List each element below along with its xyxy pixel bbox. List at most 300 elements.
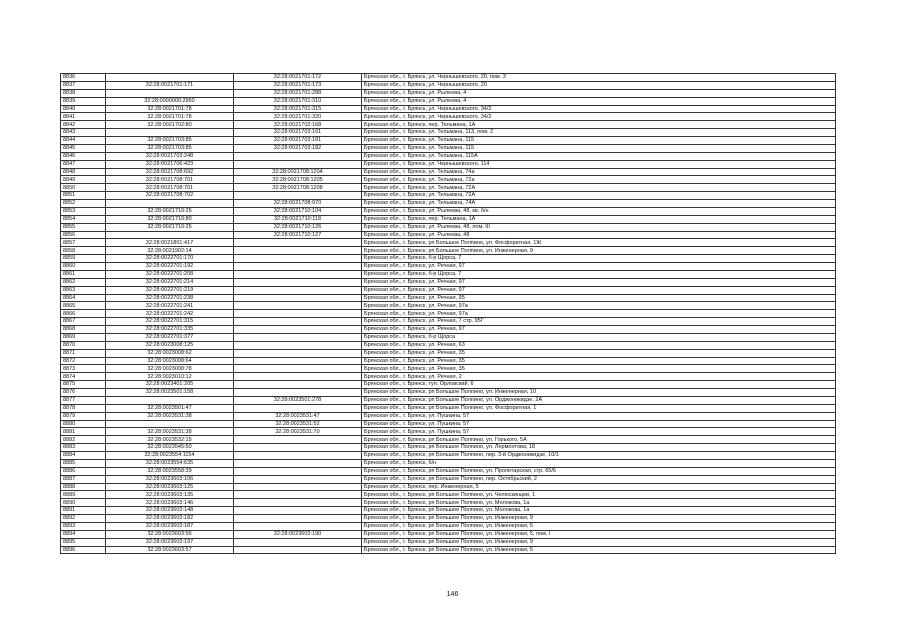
linked-cadastral-number-cell [234,326,362,334]
linked-cadastral-number-cell [234,239,362,247]
cadastral-number-cell: 32:28:0021703:85 [106,144,234,152]
address-cell: Брянская обл., г. Брянск, ул. Речная, 97 [362,278,836,286]
table-row [61,144,836,152]
table-row [61,381,836,389]
cadastral-number-cell: 32:28:0023008:125 [106,341,234,349]
linked-cadastral-number-cell [234,255,362,263]
cadastral-number-cell: 32:28:0021708:702 [106,192,234,200]
cadastral-number-cell: 32:28:0021706:423 [106,160,234,168]
cadastral-number-cell: 32:28:0021710:26 [106,207,234,215]
cadastral-number-cell: 32:28:0022701:242 [106,310,234,318]
cadastral-number-cell: 32:28:0021708:701 [106,184,234,192]
address-cell: Брянская обл., г. Брянск, ул. Чернышевского, 20, пом. 3 [362,74,836,82]
table-row [61,152,836,160]
table-row [61,215,836,223]
linked-cadastral-number-cell [234,538,362,546]
cadastral-number-cell: 32:28:0021703:85 [106,137,234,145]
cadastral-number-cell: 32:28:0023603:146 [106,499,234,507]
row-number-cell: 8892 [61,515,106,523]
table-row [61,247,836,255]
row-number-cell: 8882 [61,436,106,444]
address-cell: Брянская обл., г. Брянск, пер. Тельмана, 1А [362,215,836,223]
table-row [61,475,836,483]
table-row [61,176,836,184]
row-number-cell: 8863 [61,286,106,294]
address-cell: Брянская обл., г. Брянск, туп. Орловский, 6 [362,381,836,389]
linked-cadastral-number-cell: 32:28:0023531:52 [234,420,362,428]
table-row [61,286,836,294]
linked-cadastral-number-cell [234,381,362,389]
linked-cadastral-number-cell [234,310,362,318]
cadastral-number-cell: 32:28:0021701:78 [106,113,234,121]
cadastral-number-cell: 32:28:0023531:38 [106,428,234,436]
table-row [61,467,836,475]
row-number-cell: 8891 [61,507,106,515]
cadastral-number-cell: 32:28:0023554:1154 [106,452,234,460]
row-number-cell: 8874 [61,373,106,381]
linked-cadastral-number-cell [234,247,362,255]
table-row [61,357,836,365]
row-number-cell: 8893 [61,522,106,530]
linked-cadastral-number-cell [234,444,362,452]
address-cell: Брянская обл., г. Брянск, ул. Чернышевского, 114 [362,160,836,168]
row-number-cell: 8852 [61,200,106,208]
row-number-cell: 8842 [61,121,106,129]
linked-cadastral-number-cell [234,491,362,499]
row-number-cell: 8855 [61,223,106,231]
address-cell: Брянская обл., г. Брянск, ул. Пушкина, 57 [362,412,836,420]
cadastral-number-cell: 32:28:0023603:135 [106,491,234,499]
cadastral-number-cell: 32:28:0023603:125 [106,483,234,491]
table-row [61,428,836,436]
row-number-cell: 8841 [61,113,106,121]
cadastral-number-cell: 32:28:0023501:158 [106,389,234,397]
address-cell: Брянская обл., г. Брянск, ул. Речная, 63 [362,341,836,349]
row-number-cell: 8860 [61,263,106,271]
row-number-cell: 8837 [61,81,106,89]
table-row [61,160,836,168]
cadastral-number-cell: 32:28:0021902:14 [106,247,234,255]
linked-cadastral-number-cell [234,459,362,467]
address-cell: Брянская обл., г. Брянск, пер. Инженерная, 5 [362,483,836,491]
address-cell: Брянская обл., г. Брянск, ул. Рылеева, 48, кв. б/н [362,207,836,215]
table-row [61,310,836,318]
cadastral-number-cell: 32:28:0021702:80 [106,121,234,129]
table-row [61,365,836,373]
table-row [61,499,836,507]
row-number-cell: 8846 [61,152,106,160]
linked-cadastral-number-cell [234,318,362,326]
row-number-cell: 8884 [61,452,106,460]
linked-cadastral-number-cell: 32:28:0021710:126 [234,223,362,231]
table-row [61,389,836,397]
table-row [61,420,836,428]
cadastral-number-cell: 32:28:0021801:417 [106,239,234,247]
address-cell: Брянская обл., г. Брянск, ул. Пушкина, 57 [362,428,836,436]
table-row [61,522,836,530]
table-row [61,137,836,145]
row-number-cell: 8868 [61,326,106,334]
row-number-cell: 8867 [61,318,106,326]
table-row [61,515,836,523]
address-cell: Брянская обл., г. Брянск, ул. Речная, 35 [362,357,836,365]
linked-cadastral-number-cell [234,365,362,373]
cadastral-number-cell [106,200,234,208]
linked-cadastral-number-cell [234,546,362,554]
table-row [61,412,836,420]
cadastral-number-cell: 32:28:0022701:192 [106,263,234,271]
cadastral-number-cell: 32:28:0023008:78 [106,365,234,373]
address-cell: Брянская обл., г. Брянск, ул. Речная, 95 [362,294,836,302]
row-number-cell: 8880 [61,420,106,428]
cadastral-number-cell: 32:28:0022701:214 [106,278,234,286]
table-row [61,333,836,341]
row-number-cell: 8866 [61,310,106,318]
cadastral-number-cell: 32:28:0023010:12 [106,373,234,381]
linked-cadastral-number-cell [234,522,362,530]
address-cell: Брянская обл., г. Брянск, рп Большое Полпино, ул. Лермонтова, 18 [362,444,836,452]
row-number-cell: 8844 [61,137,106,145]
linked-cadastral-number-cell [234,389,362,397]
table-row [61,113,836,121]
address-cell: Брянская обл., г. Брянск, ул. Речная, 35 [362,365,836,373]
address-cell: Брянская обл., г. Брянск, рп Большое Полпино, ул. Инженерная, 9 [362,538,836,546]
table-row [61,255,836,263]
row-number-cell: 8859 [61,255,106,263]
address-cell: Брянская обл., г. Брянск, ул. Тельмана, 115 [362,144,836,152]
table-row [61,74,836,82]
cadastral-number-cell: 32:28:0022701:315 [106,318,234,326]
cadastral-number-cell [106,89,234,97]
table-row [61,538,836,546]
linked-cadastral-number-cell: 32:28:0021701:320 [234,113,362,121]
table-row [61,530,836,538]
cadastral-number-cell: 32:28:0023603:187 [106,522,234,530]
cadastral-number-cell: 32:28:0021701:78 [106,105,234,113]
table-row [61,270,836,278]
address-cell: Брянская обл., г. Брянск, ул. Чернышевского, 34/2 [362,105,836,113]
cadastral-number-cell: 32:28:0021708:701 [106,176,234,184]
table-row [61,97,836,105]
row-number-cell: 8885 [61,459,106,467]
table-row [61,223,836,231]
row-number-cell: 8838 [61,89,106,97]
row-number-cell: 8894 [61,530,106,538]
table-row [61,404,836,412]
address-cell: Брянская обл., г. Брянск, ул. Речная, 35 [362,349,836,357]
address-cell: Брянская обл., г. Брянск, рп Большое Полпино, ул. Горького, 5А [362,436,836,444]
row-number-cell: 8853 [61,207,106,215]
address-cell: Брянская обл., г. Брянск, рп Большое Полпино, ул. Фосфоритная, 1 [362,404,836,412]
linked-cadastral-number-cell: 32:28:0021708:1208 [234,184,362,192]
cadastral-number-cell: 32:28:0022701:241 [106,302,234,310]
address-cell: Брянская обл., г. Брянск, б-р Щорса, 7 [362,270,836,278]
cadastral-number-cell: 32:28:0023401:205 [106,381,234,389]
linked-cadastral-number-cell [234,152,362,160]
row-number-cell: 8887 [61,475,106,483]
table-row [61,436,836,444]
linked-cadastral-number-cell: 32:28:0021703:182 [234,144,362,152]
linked-cadastral-number-cell [234,294,362,302]
cadastral-number-cell: 32:28:0023545:50 [106,444,234,452]
linked-cadastral-number-cell [234,515,362,523]
linked-cadastral-number-cell [234,270,362,278]
row-number-cell: 8890 [61,499,106,507]
address-cell: Брянская обл., г. Брянск, рп Большое Полпино, ул. Молокова, 1а [362,499,836,507]
table-row [61,294,836,302]
linked-cadastral-number-cell [234,263,362,271]
row-number-cell: 8845 [61,144,106,152]
linked-cadastral-number-cell [234,333,362,341]
row-number-cell: 8843 [61,129,106,137]
table-row [61,207,836,215]
cadastral-number-cell [106,396,234,404]
table-row [61,105,836,113]
row-number-cell: 8877 [61,396,106,404]
cadastral-number-cell: 32:28:0023603:57 [106,546,234,554]
row-number-cell: 8840 [61,105,106,113]
address-cell: Брянская обл., г. Брянск, рп Большое Полпино, ул. Инженерная, 9 [362,515,836,523]
table-row [61,444,836,452]
address-cell: Брянская обл., г. Брянск, ул. Речная, 97 [362,263,836,271]
cadastral-number-cell: 32:28:0023008:64 [106,357,234,365]
linked-cadastral-number-cell: 32:28:0021708:1205 [234,176,362,184]
cadastral-number-cell [106,129,234,137]
address-cell: Брянская обл., г. Брянск, ул. Речная, 7 стр. 95Г [362,318,836,326]
address-cell: Брянская обл., г. Брянск, ул. Рылеева, 48 [362,231,836,239]
row-number-cell: 8876 [61,389,106,397]
address-cell: Брянская обл., г. Брянск, б/н [362,459,836,467]
table-row [61,129,836,137]
row-number-cell: 8871 [61,349,106,357]
linked-cadastral-number-cell: 32:28:0021710:127 [234,231,362,239]
table-row [61,239,836,247]
address-cell: Брянская обл., г. Брянск, рп Большое Полпино, ул. Инженерная, 9 [362,247,836,255]
linked-cadastral-number-cell [234,302,362,310]
table-row [61,302,836,310]
cadastral-number-cell: 32:28:0023603:106 [106,475,234,483]
linked-cadastral-number-cell: 32:28:0023501:278 [234,396,362,404]
cadastral-number-cell: 32:28:0021703:248 [106,152,234,160]
row-number-cell: 8862 [61,278,106,286]
table-row [61,168,836,176]
cadastral-number-cell: 32:28:0023008:62 [106,349,234,357]
row-number-cell: 8869 [61,333,106,341]
address-cell: Брянская обл., г. Брянск, ул. Рылеева, 4 [362,97,836,105]
table-row [61,396,836,404]
cadastral-number-cell: 32:28:0023531:38 [106,412,234,420]
cadastral-number-cell: 32:28:0023603:148 [106,507,234,515]
address-cell: Брянская обл., г. Брянск, ул. Тельмана, 115А [362,152,836,160]
address-cell: Брянская обл., г. Брянск, ул. Чернышевского, 20 [362,81,836,89]
table-row [61,326,836,334]
address-cell: Брянская обл., г. Брянск, рп Большое Полпино, ул. Инженерная, 5 [362,522,836,530]
linked-cadastral-number-cell [234,467,362,475]
cadastral-number-cell: 32:28:0000000:2960 [106,97,234,105]
linked-cadastral-number-cell [234,373,362,381]
cadastral-number-cell: 32:28:0021708:692 [106,168,234,176]
address-cell: Брянская обл., г. Брянск, ул. Тельмана, 74А [362,200,836,208]
table-row [61,192,836,200]
linked-cadastral-number-cell: 32:28:0021702:168 [234,121,362,129]
row-number-cell: 8872 [61,357,106,365]
address-cell: Брянская обл., г. Брянск, ул. Пушкина, 57 [362,420,836,428]
linked-cadastral-number-cell: 32:28:0021708:970 [234,200,362,208]
table-row [61,121,836,129]
row-number-cell: 8857 [61,239,106,247]
address-cell: Брянская обл., г. Брянск, ул. Тельмана, 74а [362,168,836,176]
address-cell: Брянская обл., г. Брянск, пер. Тельмана, 1А [362,121,836,129]
linked-cadastral-number-cell [234,286,362,294]
row-number-cell: 8875 [61,381,106,389]
address-cell: Брянская обл., г. Брянск, б-р Щорса [362,333,836,341]
address-cell: Брянская обл., г. Брянск, ул. Тельмана, 72А [362,184,836,192]
address-cell: Брянская обл., г. Брянск, рп Большое Полпино, пер. 3-й Орджоникидзе, 10/1 [362,452,836,460]
linked-cadastral-number-cell: 32:28:0021701:315 [234,105,362,113]
cadastral-number-cell: 32:28:0022701:208 [106,270,234,278]
cadastral-number-cell: 32:28:0023532:15 [106,436,234,444]
cadastral-number-cell: 32:28:0023554:635 [106,459,234,467]
row-number-cell: 8870 [61,341,106,349]
table-row [61,459,836,467]
row-number-cell: 8839 [61,97,106,105]
linked-cadastral-number-cell [234,483,362,491]
address-cell: Брянская обл., г. Брянск, ул. Тельмана, 113, пом. 2 [362,129,836,137]
address-cell: Брянская обл., г. Брянск, рп Большое Полпино, пер. Октябрьский, 2 [362,475,836,483]
registry-table-body [61,74,836,554]
linked-cadastral-number-cell: 32:28:0021710:118 [234,215,362,223]
address-cell: Брянская обл., г. Брянск, ул. Рылеева, 48, пом. III [362,223,836,231]
linked-cadastral-number-cell [234,357,362,365]
table-row [61,452,836,460]
cadastral-number-cell: 32:28:0023558:39 [106,467,234,475]
cadastral-number-cell [106,74,234,82]
table-row [61,231,836,239]
linked-cadastral-number-cell [234,475,362,483]
row-number-cell: 8896 [61,546,106,554]
table-row [61,184,836,192]
row-number-cell: 8858 [61,247,106,255]
row-number-cell: 8895 [61,538,106,546]
linked-cadastral-number-cell: 32:28:0021703:161 [234,129,362,137]
row-number-cell: 8888 [61,483,106,491]
table-row [61,278,836,286]
linked-cadastral-number-cell: 32:28:0021701:288 [234,89,362,97]
table-row [61,263,836,271]
row-number-cell: 8886 [61,467,106,475]
address-cell: Брянская обл., г. Брянск, рп Большое Полпино, ул. Орджоникидзе, 2А [362,396,836,404]
row-number-cell: 8889 [61,491,106,499]
linked-cadastral-number-cell: 32:28:0023603:190 [234,530,362,538]
row-number-cell: 8836 [61,74,106,82]
row-number-cell: 8865 [61,302,106,310]
cadastral-number-cell: 32:28:0023603:56 [106,530,234,538]
row-number-cell: 8851 [61,192,106,200]
cadastral-number-cell: 32:28:0021710:80 [106,215,234,223]
row-number-cell: 8848 [61,168,106,176]
cadastral-number-cell: 32:28:0021701:171 [106,81,234,89]
cadastral-number-cell: 32:28:0021710:26 [106,223,234,231]
address-cell: Брянская обл., г. Брянск, рп Большое Полпино, ул. Челюскинцев, 1 [362,491,836,499]
address-cell: Брянская обл., г. Брянск, рп Большое Полпино, ул. Инженерная, 10 [362,389,836,397]
cadastral-number-cell [106,420,234,428]
row-number-cell: 8861 [61,270,106,278]
linked-cadastral-number-cell: 32:28:0021703:181 [234,137,362,145]
address-cell: Брянская обл., г. Брянск, ул. Тельмана, 115 [362,137,836,145]
table-row [61,81,836,89]
row-number-cell: 8854 [61,215,106,223]
cadastral-number-cell: 32:28:0023501:47 [106,404,234,412]
row-number-cell: 8856 [61,231,106,239]
linked-cadastral-number-cell: 32:28:0021701:172 [234,74,362,82]
linked-cadastral-number-cell [234,160,362,168]
linked-cadastral-number-cell [234,192,362,200]
row-number-cell: 8864 [61,294,106,302]
address-cell: Брянская обл., г. Брянск, ул. Речная, 2 [362,373,836,381]
table-row [61,491,836,499]
table-row [61,200,836,208]
linked-cadastral-number-cell: 32:28:0021701:173 [234,81,362,89]
linked-cadastral-number-cell [234,404,362,412]
table-row [61,507,836,515]
cadastral-number-cell: 32:28:0022701:170 [106,255,234,263]
address-cell: Брянская обл., г. Брянск, рп Большое Полпино, ул. Инженерная, 5 [362,546,836,554]
table-row [61,483,836,491]
table-row [61,89,836,97]
address-cell: Брянская обл., г. Брянск, ул. Тельмана, 72а [362,176,836,184]
address-cell: Брянская обл., г. Брянск, ул. Тельмана, 72А [362,192,836,200]
linked-cadastral-number-cell [234,507,362,515]
table-row [61,546,836,554]
cadastral-registry-table [60,73,836,554]
table-row [61,373,836,381]
linked-cadastral-number-cell [234,341,362,349]
table-row [61,318,836,326]
linked-cadastral-number-cell: 32:28:0021708:1204 [234,168,362,176]
row-number-cell: 8878 [61,404,106,412]
address-cell: Брянская обл., г. Брянск, б-р Щорса, 7 [362,255,836,263]
cadastral-number-cell: 32:28:0022701:377 [106,333,234,341]
cadastral-number-cell: 32:28:0023603:182 [106,515,234,523]
linked-cadastral-number-cell [234,452,362,460]
linked-cadastral-number-cell: 32:28:0021701:310 [234,97,362,105]
address-cell: Брянская обл., г. Брянск, рп Большое Полпино, ул. Пролетарская, стр. 65/6 [362,467,836,475]
row-number-cell: 8879 [61,412,106,420]
cadastral-number-cell: 32:28:0023603:197 [106,538,234,546]
address-cell: Брянская обл., г. Брянск, ул. Рылеева, 4 [362,89,836,97]
row-number-cell: 8850 [61,184,106,192]
table-row [61,349,836,357]
cadastral-number-cell [106,231,234,239]
linked-cadastral-number-cell [234,499,362,507]
linked-cadastral-number-cell: 32:28:0021710:104 [234,207,362,215]
address-cell: Брянская обл., г. Брянск, ул. Речная, 97 [362,326,836,334]
linked-cadastral-number-cell [234,278,362,286]
linked-cadastral-number-cell: 32:28:0023531:70 [234,428,362,436]
address-cell: Брянская обл., г. Брянск, ул. Чернышевского, 34/2 [362,113,836,121]
cadastral-number-cell: 32:28:0022701:238 [106,294,234,302]
row-number-cell: 8849 [61,176,106,184]
linked-cadastral-number-cell: 32:28:0023531:47 [234,412,362,420]
row-number-cell: 8883 [61,444,106,452]
table-row [61,341,836,349]
address-cell: Брянская обл., г. Брянск, рп Большое Полпино, ул. Молокова, 1а [362,507,836,515]
linked-cadastral-number-cell [234,436,362,444]
row-number-cell: 8847 [61,160,106,168]
address-cell: Брянская обл., г. Брянск, ул. Речная, 97а [362,302,836,310]
address-cell: Брянская обл., г. Брянск, рп Большое Полпино, ул. Инженерная, 5, пом. I [362,530,836,538]
address-cell: Брянская обл., г. Брянск, ул. Речная, 97а [362,310,836,318]
